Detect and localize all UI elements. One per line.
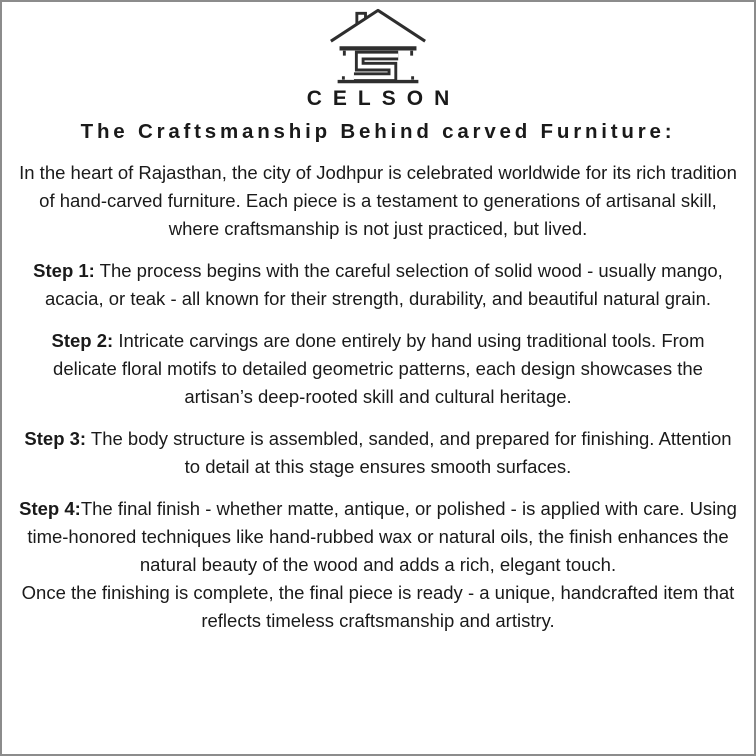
step-2-label: Step 2: bbox=[51, 330, 114, 351]
step-3-label: Step 3: bbox=[24, 428, 87, 449]
step-4-text: The final finish - whether matte, antique, or polished - is applied with care. Using time-honored techniques like hand-rubbed wax or natural oils, the finish enhances the natural beauty of the wood and adds a rich, elegant touch. bbox=[27, 498, 737, 575]
intro-text: In the heart of Rajasthan, the city of Jodhpur is celebrated worldwide for its rich tradition of hand-carved furniture. Each piece is a testament to generations of artisanal skill, where craftsmanship is not just practiced, but lived. bbox=[19, 162, 737, 239]
step-4-paragraph bbox=[19, 495, 737, 579]
closing-paragraph bbox=[19, 579, 737, 635]
step-2-text: Intricate carvings are done entirely by hand using traditional tools. From delicate floral motifs to detailed geometric patterns, each design showcases the artisan’s deep-rooted skill and cultural heritage. bbox=[53, 330, 705, 407]
step-3-paragraph bbox=[19, 425, 737, 481]
house-s-monogram-icon bbox=[328, 6, 428, 84]
intro-paragraph bbox=[19, 159, 737, 243]
page-title: The Craftsmanship Behind carved Furniture: bbox=[80, 120, 676, 143]
brand-name: CELSON bbox=[306, 87, 461, 110]
step-1-paragraph bbox=[19, 257, 737, 313]
closing-text: Once the finishing is complete, the final piece is ready - a unique, handcrafted item that reflects timeless craftsmanship and artistry. bbox=[21, 582, 735, 631]
step-2-paragraph bbox=[19, 327, 737, 411]
step-1-label: Step 1: bbox=[33, 260, 95, 281]
step-4-label: Step 4: bbox=[19, 498, 81, 519]
step-3-text: The body structure is assembled, sanded, and prepared for finishing. Attention to detail at this stage ensures smooth surfaces. bbox=[86, 428, 732, 477]
logo-container bbox=[19, 6, 737, 84]
step-1-text: The process begins with the careful selection of solid wood - usually mango, acacia, or teak - all known for their strength, durability, and beautiful natural grain. bbox=[44, 260, 723, 309]
